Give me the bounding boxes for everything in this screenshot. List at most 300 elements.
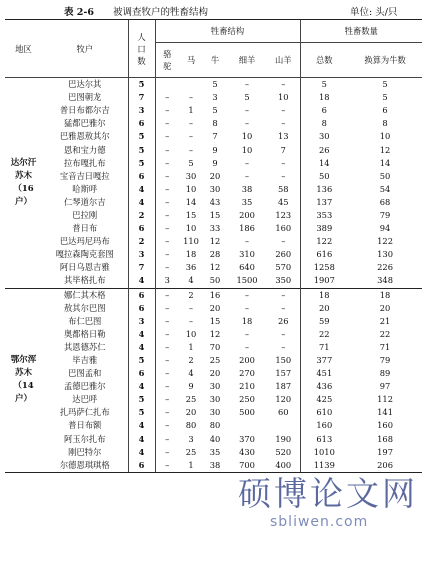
household-name-cell: 巴拉刚 <box>72 209 98 220</box>
table-row <box>5 274 422 288</box>
horse-cell: 30 <box>185 170 197 181</box>
cattle-cell: 35 <box>209 446 221 457</box>
horse-cell: – <box>188 131 194 142</box>
household-name-cell: 哈斯呼 <box>72 183 98 194</box>
goat-cell: 190 <box>275 433 292 444</box>
horse-cell: 2 <box>179 288 203 302</box>
goat-cell: – <box>281 302 286 313</box>
cattle-cell: 43 <box>209 196 221 207</box>
camel-cell: – <box>155 183 179 196</box>
goat-cell: – <box>281 328 286 339</box>
fine-sheep-cell: 5 <box>244 92 250 103</box>
fine-sheep-cell: 38 <box>241 183 253 194</box>
goat-cell: – <box>281 341 286 352</box>
population-cell: 5 <box>128 157 155 170</box>
cattle-cell: 80 <box>209 420 221 431</box>
camel-cell: – <box>155 143 179 156</box>
total-cell: 1907 <box>300 274 348 288</box>
horse-cell: – <box>188 315 194 326</box>
horse-cell: 14 <box>185 196 197 207</box>
cattle-equivalent-cell: 160 <box>377 420 393 431</box>
cattle-equivalent-cell: 348 <box>377 275 393 286</box>
cattle-cell: 5 <box>212 79 218 90</box>
population-cell: 3 <box>128 104 155 117</box>
table-row <box>5 209 422 222</box>
household-name-cell: 嘎拉森陶克套图 <box>55 249 114 260</box>
header-population <box>128 20 155 78</box>
horse-cell: 9 <box>188 381 194 392</box>
total-cell: 436 <box>300 380 348 393</box>
camel-cell: – <box>155 209 179 222</box>
cattle-equivalent-cell: 5 <box>382 79 388 90</box>
table-row <box>5 433 422 446</box>
cattle-equivalent-cell: 206 <box>348 459 422 473</box>
camel-cell: – <box>155 354 179 367</box>
goat-cell: 123 <box>275 209 292 220</box>
camel-cell: – <box>155 196 179 209</box>
population-cell: 6 <box>128 222 155 235</box>
goat-cell: 260 <box>275 249 292 260</box>
fine-sheep-cell: 500 <box>239 407 255 418</box>
fine-sheep-cell <box>227 419 267 432</box>
header-camel <box>155 43 179 78</box>
cattle-equivalent-cell: 197 <box>377 446 393 457</box>
household-name-cell: 普日布都尔吉 <box>59 105 110 116</box>
fine-sheep-cell: – <box>244 341 250 352</box>
camel-cell: – <box>155 157 179 170</box>
cattle-cell: 9 <box>212 144 218 155</box>
total-cell: 30 <box>300 130 348 143</box>
goat-cell: 13 <box>278 131 289 142</box>
table-title: 被调查牧户的牲畜结构 <box>113 7 209 18</box>
population-cell: 5 <box>128 354 155 367</box>
population-cell: 5 <box>128 143 155 156</box>
table-row <box>5 235 422 248</box>
household-name-cell: 达巴呼 <box>72 394 98 405</box>
cattle-equivalent-cell: 5 <box>382 92 388 103</box>
table-row <box>5 261 422 274</box>
cattle-cell: 7 <box>212 131 218 142</box>
table-row <box>5 130 422 143</box>
total-cell: 50 <box>300 170 348 183</box>
fine-sheep-cell: 200 <box>239 209 255 220</box>
horse-cell: 18 <box>185 249 197 260</box>
table-number: 表 2-6 <box>64 7 94 18</box>
fine-sheep-cell: 10 <box>241 131 253 142</box>
population-cell: 7 <box>128 91 155 104</box>
horse-cell: – <box>188 118 194 129</box>
camel-cell: – <box>155 261 179 274</box>
horse-cell: 25 <box>185 394 197 405</box>
household-name-cell: 娜仁其木格 <box>42 288 128 302</box>
camel-cell: – <box>155 459 179 473</box>
cattle-cell: 12 <box>209 236 221 247</box>
camel-cell: – <box>155 288 179 302</box>
cattle-equivalent-cell: 8 <box>382 118 388 129</box>
fine-sheep-cell: 430 <box>239 446 255 457</box>
goat-cell: 400 <box>267 459 300 473</box>
table-row <box>5 328 422 341</box>
population-cell: 6 <box>128 288 155 302</box>
fine-sheep-cell: 210 <box>239 381 255 392</box>
cattle-equivalent-cell: 12 <box>379 144 391 155</box>
cattle-equivalent-cell: 10 <box>379 131 391 142</box>
goat-cell: 157 <box>275 368 292 379</box>
cattle-equivalent-cell: 79 <box>379 209 391 220</box>
total-cell: 425 <box>300 393 348 406</box>
cattle-equivalent-cell: 68 <box>379 196 391 207</box>
goat-cell: – <box>281 170 286 181</box>
goat-cell: – <box>281 236 286 247</box>
cattle-cell: 30 <box>209 407 221 418</box>
cattle-equivalent-cell: 168 <box>377 433 393 444</box>
household-name-cell: 其毕格扎布 <box>64 275 106 286</box>
cattle-equivalent-cell: 97 <box>379 381 391 392</box>
region-cell <box>5 78 42 289</box>
household-name-cell: 普日布 <box>72 223 98 234</box>
total-cell: 71 <box>300 341 348 354</box>
cattle-cell: 20 <box>209 302 221 313</box>
total-cell: 1010 <box>300 446 348 459</box>
goat-cell: 60 <box>278 407 289 418</box>
cattle-cell: 5 <box>212 105 218 116</box>
household-name-cell: 仁琴道尔吉 <box>64 196 106 207</box>
household-name-cell: 阿玉尔扎布 <box>64 433 106 444</box>
camel-cell: – <box>155 419 179 432</box>
cattle-cell: 20 <box>209 368 221 379</box>
cattle-equivalent-cell: 50 <box>379 170 391 181</box>
region-name: 鄂尔浑苏木（14户） <box>10 355 37 405</box>
goat-cell: 187 <box>275 381 292 392</box>
cattle-equivalent-cell: 54 <box>379 183 391 194</box>
fine-sheep-cell: – <box>244 105 250 116</box>
total-cell: 1258 <box>300 261 348 274</box>
fine-sheep-cell: 200 <box>239 355 255 366</box>
cattle-cell: 33 <box>209 223 221 234</box>
goat-cell: 350 <box>275 275 292 286</box>
household-name-cell: 拉布嘎扎布 <box>64 157 106 168</box>
header-cattle: 牛 <box>203 43 227 78</box>
horse-cell: – <box>188 92 194 103</box>
cattle-cell: 28 <box>209 249 221 260</box>
camel-cell: – <box>155 235 179 248</box>
camel-cell: – <box>155 380 179 393</box>
household-name-cell: 扎玛萨仁扎布 <box>59 407 110 418</box>
cattle-cell: 3 <box>212 92 218 103</box>
horse-cell: 1 <box>188 341 194 352</box>
population-cell: 5 <box>128 78 155 92</box>
household-name-cell: 其恩德苏仁 <box>64 341 106 352</box>
watermark-text: 硕博论文网 <box>238 474 418 513</box>
header-population-text: 人口数 <box>137 31 146 66</box>
camel-cell: – <box>155 104 179 117</box>
cattle-cell: 38 <box>203 459 227 473</box>
cattle-equivalent-cell: 6 <box>382 105 388 116</box>
table-row <box>5 157 422 170</box>
horse-cell: 15 <box>185 209 197 220</box>
fine-sheep-cell: 1500 <box>236 275 258 286</box>
camel-cell: – <box>155 315 179 328</box>
table-row <box>5 406 422 419</box>
horse-cell: 80 <box>185 420 197 431</box>
population-cell: 4 <box>128 183 155 196</box>
population-cell: 5 <box>128 130 155 143</box>
camel-cell: – <box>155 117 179 130</box>
cattle-equivalent-cell: 18 <box>348 288 422 302</box>
cattle-equivalent-cell: 130 <box>377 249 393 260</box>
population-cell: 2 <box>128 209 155 222</box>
camel-cell: – <box>155 341 179 354</box>
fine-sheep-cell: – <box>244 157 250 168</box>
horse-cell: – <box>188 302 194 313</box>
population-cell: 4 <box>128 433 155 446</box>
goat-cell <box>267 419 300 432</box>
total-cell: 1139 <box>300 459 348 473</box>
table-row <box>5 104 422 117</box>
cattle-cell: 40 <box>209 433 221 444</box>
table-header <box>5 20 422 78</box>
horse-cell: 110 <box>183 236 199 247</box>
population-cell: 6 <box>128 367 155 380</box>
goat-cell: 45 <box>278 196 289 207</box>
region-cell <box>5 288 42 472</box>
header-horse: 马 <box>179 43 203 78</box>
cattle-equivalent-cell: 94 <box>379 223 391 234</box>
cattle-cell: 16 <box>203 288 227 302</box>
horse-cell: 25 <box>185 446 197 457</box>
cattle-equivalent-cell: 14 <box>379 157 391 168</box>
camel-cell: – <box>155 446 179 459</box>
population-cell: 4 <box>128 446 155 459</box>
goat-cell: – <box>267 288 300 302</box>
cattle-equivalent-cell: 89 <box>379 368 391 379</box>
population-cell: 4 <box>128 274 155 288</box>
total-cell: 451 <box>300 367 348 380</box>
fine-sheep-cell: – <box>244 302 250 313</box>
total-cell: 5 <box>300 78 348 92</box>
population-cell: 3 <box>128 248 155 261</box>
table-row <box>5 117 422 130</box>
cattle-cell: 70 <box>209 341 221 352</box>
total-cell: 14 <box>300 157 348 170</box>
table-row <box>5 341 422 354</box>
cattle-cell: 50 <box>209 275 221 286</box>
total-cell: 122 <box>300 235 348 248</box>
total-cell: 6 <box>300 104 348 117</box>
fine-sheep-cell: – <box>227 288 267 302</box>
horse-cell: – <box>188 144 194 155</box>
goat-cell: 7 <box>280 144 286 155</box>
fine-sheep-cell: – <box>244 236 250 247</box>
population-cell: 4 <box>128 328 155 341</box>
unit-label: 单位: 头/只 <box>350 7 398 18</box>
header-camel-text: 骆驼 <box>163 49 172 71</box>
camel-cell: – <box>155 406 179 419</box>
cattle-cell: 30 <box>209 381 221 392</box>
goat-cell: – <box>281 105 286 116</box>
cattle-cell: 12 <box>209 262 221 273</box>
table-row <box>5 446 422 459</box>
household-name-cell: 布仁巴图 <box>68 315 102 326</box>
camel-cell: – <box>155 433 179 446</box>
total-cell: 137 <box>300 196 348 209</box>
table-body <box>5 78 422 473</box>
household-name-cell: 敖其尔巴图 <box>64 302 106 313</box>
cattle-equivalent-cell: 122 <box>377 236 393 247</box>
goat-cell: 570 <box>275 262 292 273</box>
population-cell: 5 <box>128 393 155 406</box>
horse-cell: 5 <box>188 157 194 168</box>
table-row <box>5 196 422 209</box>
horse-cell: 4 <box>188 368 194 379</box>
table-row <box>5 393 422 406</box>
population-cell: 2 <box>128 235 155 248</box>
household-name-cell: 恩和宝力德 <box>64 144 106 155</box>
horse-cell: 10 <box>185 223 197 234</box>
goat-cell: – <box>281 79 286 90</box>
cattle-cell: 25 <box>209 355 221 366</box>
total-cell: 610 <box>300 406 348 419</box>
population-cell: 4 <box>128 196 155 209</box>
livestock-table <box>5 19 422 473</box>
goat-cell: 520 <box>275 446 292 457</box>
cattle-cell: 30 <box>209 183 221 194</box>
total-cell: 353 <box>300 209 348 222</box>
cattle-equivalent-cell: 141 <box>377 407 393 418</box>
cattle-cell: 15 <box>209 209 221 220</box>
total-cell: 59 <box>300 315 348 328</box>
horse-cell: 10 <box>185 183 197 194</box>
table-row <box>5 380 422 393</box>
household-name-cell: 巴达尔其 <box>68 79 102 90</box>
camel-cell: – <box>155 302 179 315</box>
goat-cell: 26 <box>278 315 289 326</box>
household-name-cell: 猛都巴雅尔 <box>64 118 106 129</box>
population-cell: 4 <box>128 419 155 432</box>
header-household: 牧户 <box>42 20 128 78</box>
goat-cell: – <box>281 118 286 129</box>
horse-cell: 10 <box>185 328 197 339</box>
camel-cell: – <box>155 170 179 183</box>
cattle-equivalent-cell: 79 <box>379 355 391 366</box>
table-row <box>5 222 422 235</box>
horse-cell: 4 <box>188 275 194 286</box>
camel-cell: – <box>155 367 179 380</box>
camel-cell <box>155 78 179 92</box>
header-cattle-equivalent: 换算为牛数 <box>348 43 422 78</box>
fine-sheep-cell: 270 <box>239 368 255 379</box>
population-cell: 7 <box>128 261 155 274</box>
total-cell: 377 <box>300 354 348 367</box>
cattle-cell: 30 <box>209 394 221 405</box>
horse-cell: 1 <box>179 459 203 473</box>
household-name-cell: 刚巴特尔 <box>68 446 102 457</box>
total-cell: 389 <box>300 222 348 235</box>
total-cell: 613 <box>300 433 348 446</box>
horse-cell: 3 <box>188 433 194 444</box>
fine-sheep-cell: 310 <box>239 249 255 260</box>
fine-sheep-cell: 640 <box>239 262 255 273</box>
goat-cell: – <box>281 157 286 168</box>
household-name-cell: 普日布额 <box>68 420 102 431</box>
goat-cell: 58 <box>278 183 289 194</box>
header-quantity: 牲畜数量 <box>300 20 422 43</box>
camel-cell: – <box>155 393 179 406</box>
table-row <box>5 183 422 196</box>
cattle-equivalent-cell: 226 <box>377 262 393 273</box>
table-row <box>5 315 422 328</box>
total-cell: 26 <box>300 143 348 156</box>
table-row <box>5 302 422 315</box>
goat-cell: 150 <box>275 355 292 366</box>
horse-cell: 2 <box>188 355 194 366</box>
cattle-cell: 9 <box>212 157 218 168</box>
total-cell: 8 <box>300 117 348 130</box>
fine-sheep-cell: 10 <box>241 144 253 155</box>
table-row <box>5 91 422 104</box>
cattle-cell: 20 <box>209 170 221 181</box>
table-row <box>5 288 422 302</box>
camel-cell: – <box>155 222 179 235</box>
population-cell: 6 <box>128 459 155 473</box>
cattle-equivalent-cell: 71 <box>379 341 391 352</box>
household-name-cell: 宝音吉日嘎拉 <box>59 170 110 181</box>
goat-cell: 120 <box>275 394 292 405</box>
horse-cell <box>179 78 203 92</box>
horse-cell: 36 <box>185 262 197 273</box>
fine-sheep-cell: 250 <box>239 394 255 405</box>
population-cell: 6 <box>128 170 155 183</box>
cattle-cell: 12 <box>209 328 221 339</box>
population-cell: 6 <box>128 117 155 130</box>
household-name-cell: 毕吉雅 <box>72 355 98 366</box>
table-caption <box>0 0 428 20</box>
population-cell: 4 <box>128 341 155 354</box>
fine-sheep-cell: – <box>244 118 250 129</box>
header-total: 总数 <box>300 43 348 78</box>
total-cell: 22 <box>300 328 348 341</box>
watermark <box>238 468 418 548</box>
household-name-cell: 巴雅恩敖其尔 <box>59 131 110 142</box>
household-name-cell: 奥都格日勒 <box>64 328 106 339</box>
table-row <box>5 354 422 367</box>
table-row <box>5 170 422 183</box>
goat-cell: 10 <box>278 92 289 103</box>
fine-sheep-cell: 186 <box>239 223 255 234</box>
household-name-cell: 尔德恩琪琪格 <box>42 459 128 473</box>
header-goat: 山羊 <box>267 43 300 78</box>
header-region: 地区 <box>5 20 42 78</box>
household-name-cell: 巴图孟和 <box>68 368 102 379</box>
camel-cell: – <box>155 130 179 143</box>
household-name-cell: 孟德巴雅尔 <box>64 381 106 392</box>
horse-cell: 20 <box>185 407 197 418</box>
population-cell: 3 <box>128 315 155 328</box>
table-row <box>5 78 422 92</box>
population-cell: 4 <box>128 380 155 393</box>
household-name-cell: 巴达玛尼玛布 <box>59 236 110 247</box>
table-row <box>5 143 422 156</box>
table-row <box>5 459 422 473</box>
total-cell: 18 <box>300 288 348 302</box>
population-cell: 6 <box>128 302 155 315</box>
total-cell: 20 <box>300 302 348 315</box>
fine-sheep-cell: 35 <box>241 196 253 207</box>
household-name-cell: 阿日乌恩吉雅 <box>59 262 110 273</box>
header-fine-sheep: 细羊 <box>227 43 267 78</box>
cattle-cell: 15 <box>209 315 221 326</box>
household-name-cell: 巴图朝龙 <box>68 92 102 103</box>
